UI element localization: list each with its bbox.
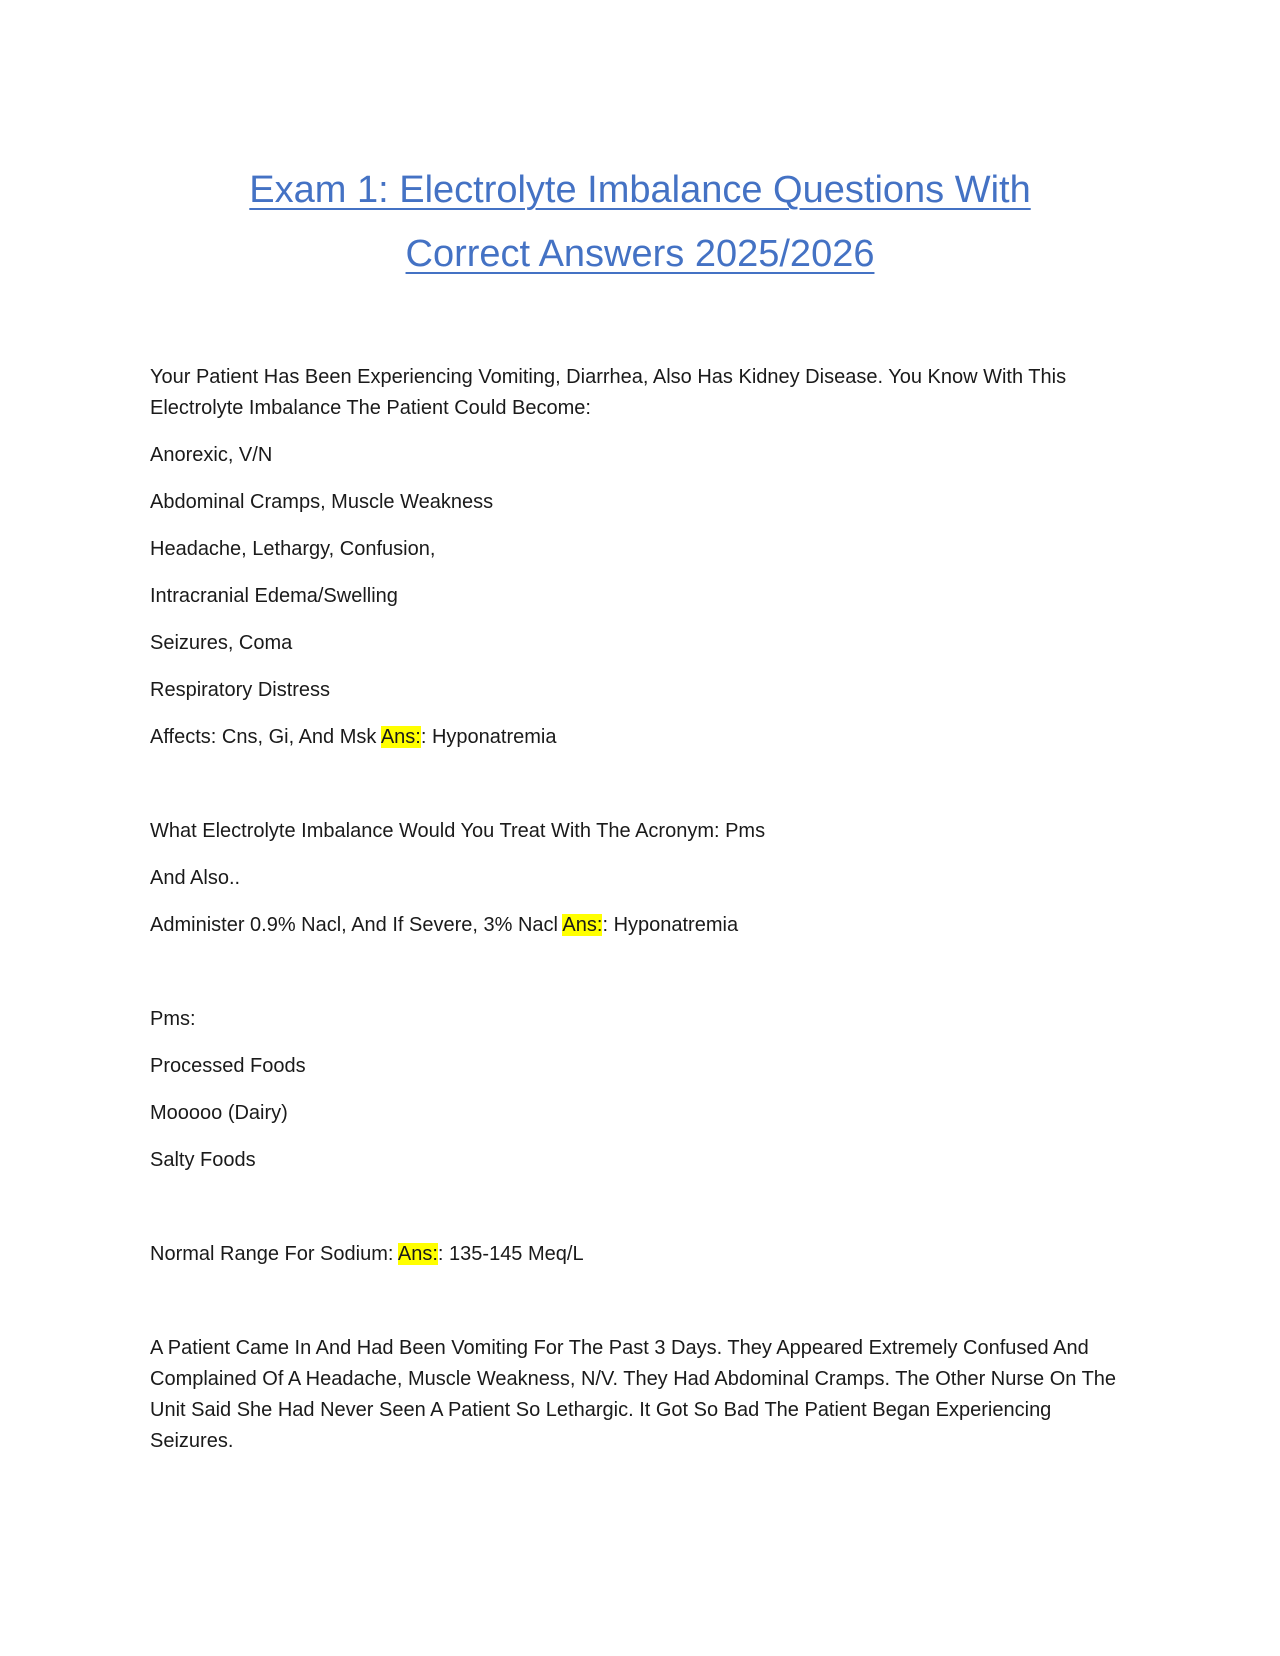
q1-item: Anorexic, V/N: [150, 444, 273, 466]
title-line-1: Exam 1: Electrolyte Imbalance Questions With: [249, 169, 1031, 211]
pms-item: Salty Foods: [150, 1149, 256, 1171]
q1-answer-prefix: Affects: Cns, Gi, And Msk: [150, 726, 381, 748]
q1-answer: : Hyponatremia: [420, 726, 557, 748]
q2-line-1: What Electrolyte Imbalance Would You Treat With The Acronym: Pms: [150, 820, 766, 842]
q4-text: A Patient Came In And Had Been Vomiting For The Past 3 Days. They Appeared Extremely Confused And Complained Of A Headache, Muscle Weakness, N/V. They Had Abdominal Cramps. The Other Nurse On The Unit Said She Had Never Seen A Patient So Lethargic. It Got So Bad The Patient Began Experiencing Seizures.: [150, 1337, 1117, 1452]
q2-answer: : Hyponatremia: [602, 914, 739, 936]
q1-item: Intracranial Edema/Swelling: [150, 585, 398, 607]
q1-item: Headache, Lethargy, Confusion,: [150, 538, 436, 560]
q1-item: Seizures, Coma: [150, 632, 293, 654]
q2-line-2: And Also..: [150, 867, 241, 889]
title-line-2: Correct Answers 2025/2026: [405, 233, 875, 275]
q1-question: Your Patient Has Been Experiencing Vomiting, Diarrhea, Also Has Kidney Disease. You Know With This Electrolyte Imbalance The Patient Could Become:: [150, 366, 1067, 419]
document-body: [150, 362, 1130, 1457]
q1-item: Respiratory Distress: [150, 679, 331, 701]
q1-item: Abdominal Cramps, Muscle Weakness: [150, 491, 494, 513]
pms-item: Processed Foods: [150, 1055, 306, 1077]
answer-marker-highlight: Ans:: [380, 726, 421, 748]
document-title: [0, 158, 1280, 286]
answer-marker-highlight: Ans:: [397, 1243, 438, 1265]
pms-heading: Pms:: [150, 1008, 196, 1030]
q2-answer-prefix: Administer 0.9% Nacl, And If Severe, 3% Nacl: [150, 914, 563, 936]
q1-answer-line: [150, 722, 1130, 753]
q3-prefix: Normal Range For Sodium:: [150, 1243, 398, 1265]
q3-line: [150, 1239, 1130, 1270]
q3-answer: : 135-145 Meq/L: [437, 1243, 584, 1265]
pms-item: Mooooo (Dairy): [150, 1102, 288, 1124]
answer-marker-highlight: Ans:: [562, 914, 603, 936]
q2-answer-line: [150, 910, 1130, 941]
